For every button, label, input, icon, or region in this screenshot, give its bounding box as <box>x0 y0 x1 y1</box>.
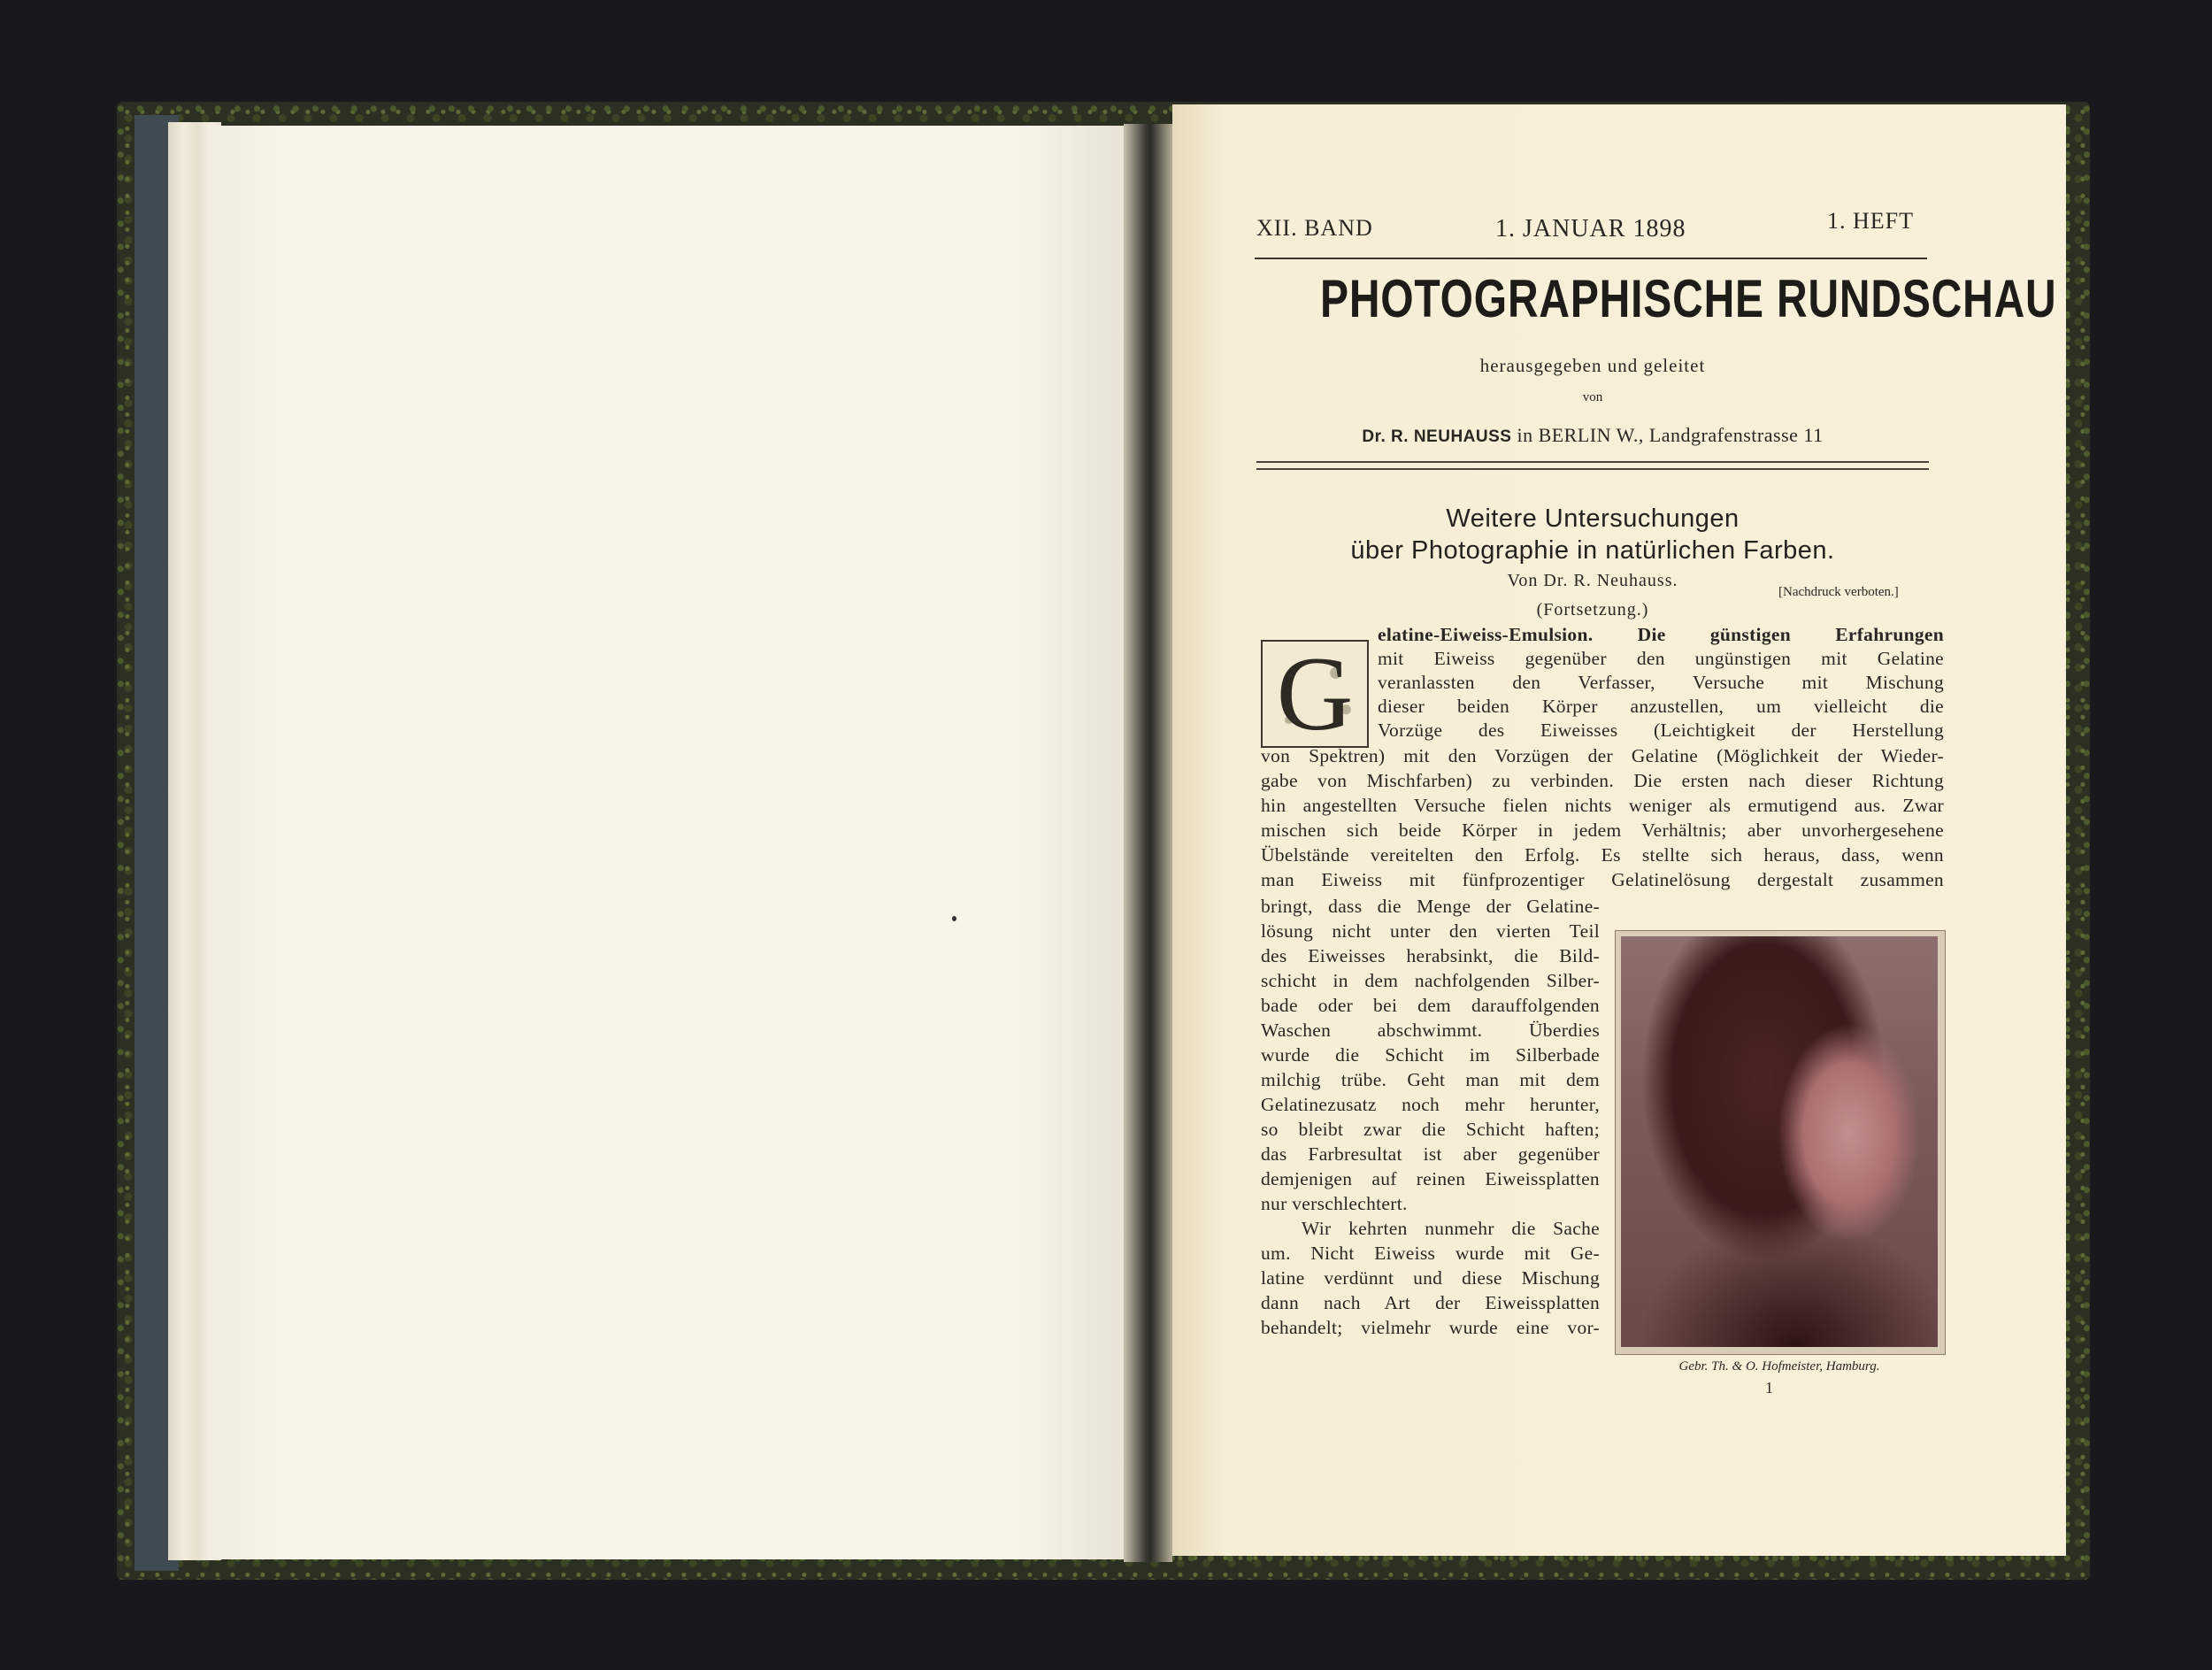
article-title-line1: Weitere Untersuchungen <box>1446 504 1740 533</box>
body-line: demjenigen auf reinen Eiweissplatten <box>1261 1168 1600 1189</box>
issue-date: 1. JANUAR 1898 <box>1495 215 1686 242</box>
body-line: Vorzüge des Eiweisses (Leichtigkeit der Herstellung <box>1378 720 1944 741</box>
editor-address: in BERLIN W., Landgrafenstrasse 11 <box>1511 424 1824 446</box>
masthead-subtitle: herausgegeben und geleitet <box>1479 355 1706 376</box>
body-line: bringt, dass die Menge der Gelatine- <box>1261 896 1600 917</box>
issue-number: 1. HEFT <box>1827 208 1914 234</box>
body-line: latine verdünnt und diese Mischung <box>1261 1267 1600 1289</box>
body-line: man Eiweiss mit fünfprozentiger Gelatinelösung dergestalt zusammen <box>1261 869 1944 890</box>
page-number: 1 <box>1765 1379 1773 1397</box>
body-line: milchig trübe. Geht man mit dem <box>1261 1069 1600 1090</box>
page-speck <box>952 916 956 921</box>
body-line: elatine-Eiweiss-Emulsion. Die günstigen Erfahrungen <box>1378 624 1944 645</box>
decorative-initial: G <box>1261 640 1369 748</box>
book-gutter <box>1124 124 1172 1562</box>
body-line: des Eiweisses herabsinkt, die Bild- <box>1261 945 1600 966</box>
article-byline: Von Dr. R. Neuhauss. <box>1507 571 1678 590</box>
body-line: schicht in dem nachfolgenden Silber- <box>1261 970 1600 991</box>
body-line: dieser beiden Körper anzustellen, um vielleicht die <box>1378 696 1944 717</box>
body-line: Übelstände vereitelten den Erfolg. Es stellte sich heraus, dass, wenn <box>1261 844 1944 866</box>
reprint-notice: [Nachdruck verboten.] <box>1778 585 1899 599</box>
masthead-editor <box>1252 424 1933 447</box>
body-line: mit Eiweiss gegenüber den ungünstigen mit Gelatine <box>1378 648 1944 669</box>
body-line: hin angestellten Versuche fielen nichts weniger als ermutigend aus. Zwar <box>1261 795 1944 816</box>
masthead-title: PHOTOGRAPHISCHE RUNDSCHAU <box>1320 269 2057 328</box>
continued-note: (Fortsetzung.) <box>1536 600 1649 620</box>
body-line: nur verschlechtert. <box>1261 1193 1408 1214</box>
running-header <box>1256 208 1924 243</box>
article-title-line2: über Photographie in natürlichen Farben. <box>1350 536 1835 565</box>
body-line: so bleibt zwar die Schicht haften; <box>1261 1119 1600 1140</box>
body-line: gabe von Mischfarben) zu verbinden. Die ersten nach dieser Richtung <box>1261 770 1944 791</box>
body-line: das Farbresultat ist aber gegenüber <box>1261 1143 1600 1165</box>
body-line: mischen sich beide Körper in jedem Verhältnis; aber unvorhergesehene <box>1261 820 1944 841</box>
body-line: dann nach Art der Eiweissplatten <box>1261 1292 1600 1313</box>
body-line: Gelatinezusatz noch mehr herunter, <box>1261 1094 1600 1115</box>
body-line: Wir kehrten nunmehr die Sache <box>1302 1218 1600 1239</box>
right-page <box>1172 104 2066 1556</box>
body-line: lösung nicht unter den vierten Teil <box>1261 920 1600 942</box>
body-line: Waschen abschwimmt. Überdies <box>1261 1020 1600 1041</box>
portrait-photograph <box>1621 936 1938 1347</box>
editor-name: Dr. R. NEUHAUSS <box>1362 427 1512 446</box>
body-line: um. Nicht Eiweiss wurde mit Ge- <box>1261 1243 1600 1264</box>
volume-label: XII. BAND <box>1256 215 1373 241</box>
left-blank-page <box>212 126 1124 1559</box>
photo-caption: Gebr. Th. & O. Hofmeister, Hamburg. <box>1678 1359 1880 1374</box>
masthead-von: von <box>1582 390 1603 404</box>
body-line: bade oder bei dem darauffolgenden <box>1261 995 1600 1016</box>
body-line: veranlassten den Verfasser, Versuche mit Mischung <box>1378 672 1944 693</box>
body-line: wurde die Schicht im Silberbade <box>1261 1044 1600 1066</box>
body-line: behandelt; vielmehr wurde eine vor- <box>1261 1317 1600 1338</box>
body-line: von Spektren) mit den Vorzügen der Gelatine (Möglichkeit der Wieder- <box>1261 745 1944 766</box>
double-rule <box>1256 461 1929 470</box>
header-rule <box>1255 258 1927 259</box>
